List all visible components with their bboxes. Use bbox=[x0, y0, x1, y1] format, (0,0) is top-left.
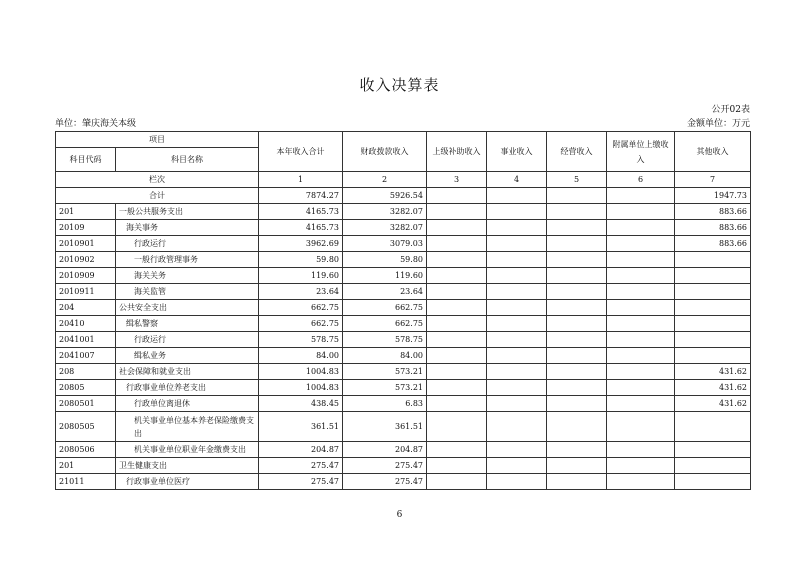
row-value-col-2: 361.51 bbox=[343, 412, 427, 442]
row-value-col-2: 578.75 bbox=[343, 332, 427, 348]
row-code: 201 bbox=[56, 204, 116, 220]
row-code: 2010902 bbox=[56, 252, 116, 268]
row-value-col-1: 438.45 bbox=[259, 396, 343, 412]
row-value-col-7: 883.66 bbox=[675, 236, 751, 252]
row-value-col-5 bbox=[547, 284, 607, 300]
row-value-col-6 bbox=[607, 220, 675, 236]
row-name: 海关关务 bbox=[116, 268, 259, 284]
row-value-col-2: 6.83 bbox=[343, 396, 427, 412]
row-value-col-3 bbox=[427, 220, 487, 236]
row-value-col-5 bbox=[547, 348, 607, 364]
row-value-col-4 bbox=[487, 204, 547, 220]
row-value-col-3 bbox=[427, 396, 487, 412]
row-value-col-2: 573.21 bbox=[343, 364, 427, 380]
row-value-col-4 bbox=[487, 284, 547, 300]
row-value-col-2: 204.87 bbox=[343, 442, 427, 458]
header-name: 科目名称 bbox=[116, 148, 259, 172]
row-value-col-3 bbox=[427, 236, 487, 252]
row-code: 208 bbox=[56, 364, 116, 380]
row-value-col-4 bbox=[487, 252, 547, 268]
row-name: 缉私业务 bbox=[116, 348, 259, 364]
table-row bbox=[56, 380, 751, 396]
row-value-col-3 bbox=[427, 442, 487, 458]
row-value-col-1: 361.51 bbox=[259, 412, 343, 442]
header-col-index: 栏次 bbox=[56, 172, 259, 188]
header-col-3: 上级补助收入 bbox=[427, 132, 487, 172]
col-num-2: 2 bbox=[343, 172, 427, 188]
header-item: 项目 bbox=[56, 132, 259, 148]
col-num-7: 7 bbox=[675, 172, 751, 188]
row-value-col-4 bbox=[487, 364, 547, 380]
row-value-col-7 bbox=[675, 458, 751, 474]
page-number: 6 bbox=[396, 510, 403, 520]
row-code: 204 bbox=[56, 300, 116, 316]
row-value-col-2: 23.64 bbox=[343, 284, 427, 300]
table-row bbox=[56, 474, 751, 490]
row-name: 机关事业单位基本养老保险缴费支出 bbox=[116, 412, 259, 442]
table-row bbox=[56, 188, 751, 204]
row-code: 2010911 bbox=[56, 284, 116, 300]
row-value-col-7: 883.66 bbox=[675, 204, 751, 220]
row-value-col-5 bbox=[547, 268, 607, 284]
row-value-col-4 bbox=[487, 396, 547, 412]
row-name: 公共安全支出 bbox=[116, 300, 259, 316]
row-value-col-3 bbox=[427, 316, 487, 332]
header-col-2: 财政拨款收入 bbox=[343, 132, 427, 172]
row-value-col-5 bbox=[547, 252, 607, 268]
row-value-col-4 bbox=[487, 188, 547, 204]
row-name: 行政事业单位养老支出 bbox=[116, 380, 259, 396]
row-name: 合计 bbox=[56, 188, 259, 204]
table-row bbox=[56, 412, 751, 442]
unit-label: 单位：肇庆海关本级 bbox=[55, 119, 137, 129]
row-value-col-6 bbox=[607, 412, 675, 442]
row-value-col-5 bbox=[547, 332, 607, 348]
row-value-col-1: 4165.73 bbox=[259, 204, 343, 220]
row-value-col-7 bbox=[675, 252, 751, 268]
col-num-1: 1 bbox=[259, 172, 343, 188]
row-code: 201 bbox=[56, 458, 116, 474]
row-name: 行政单位离退休 bbox=[116, 396, 259, 412]
row-code: 2010901 bbox=[56, 236, 116, 252]
row-name: 社会保障和就业支出 bbox=[116, 364, 259, 380]
row-value-col-7: 431.62 bbox=[675, 364, 751, 380]
table-row bbox=[56, 442, 751, 458]
page-title: 收入决算表 bbox=[359, 76, 440, 94]
row-code: 2010909 bbox=[56, 268, 116, 284]
table-row bbox=[56, 300, 751, 316]
row-value-col-1: 275.47 bbox=[259, 474, 343, 490]
row-value-col-5 bbox=[547, 236, 607, 252]
row-value-col-1: 204.87 bbox=[259, 442, 343, 458]
row-code: 2080506 bbox=[56, 442, 116, 458]
row-value-col-5 bbox=[547, 316, 607, 332]
table-row bbox=[56, 284, 751, 300]
header-col-4: 事业收入 bbox=[487, 132, 547, 172]
row-value-col-3 bbox=[427, 412, 487, 442]
row-code: 21011 bbox=[56, 474, 116, 490]
row-value-col-1: 662.75 bbox=[259, 316, 343, 332]
row-value-col-6 bbox=[607, 268, 675, 284]
row-value-col-3 bbox=[427, 458, 487, 474]
row-value-col-5 bbox=[547, 396, 607, 412]
row-value-col-3 bbox=[427, 332, 487, 348]
row-value-col-7 bbox=[675, 268, 751, 284]
row-value-col-6 bbox=[607, 204, 675, 220]
table-row bbox=[56, 458, 751, 474]
row-name: 卫生健康支出 bbox=[116, 458, 259, 474]
row-value-col-7 bbox=[675, 316, 751, 332]
header-col-7: 其他收入 bbox=[675, 132, 751, 172]
row-value-col-4 bbox=[487, 268, 547, 284]
row-value-col-4 bbox=[487, 300, 547, 316]
income-table bbox=[55, 131, 751, 490]
row-code: 20410 bbox=[56, 316, 116, 332]
row-value-col-1: 119.60 bbox=[259, 268, 343, 284]
row-value-col-6 bbox=[607, 348, 675, 364]
form-code: 公开02表 bbox=[711, 105, 750, 115]
row-value-col-6 bbox=[607, 380, 675, 396]
row-value-col-2: 3282.07 bbox=[343, 204, 427, 220]
row-value-col-5 bbox=[547, 204, 607, 220]
row-value-col-1: 4165.73 bbox=[259, 220, 343, 236]
row-value-col-3 bbox=[427, 348, 487, 364]
table-row bbox=[56, 236, 751, 252]
col-num-6: 6 bbox=[607, 172, 675, 188]
table-body bbox=[56, 188, 751, 490]
row-value-col-1: 7874.27 bbox=[259, 188, 343, 204]
row-value-col-5 bbox=[547, 220, 607, 236]
row-value-col-1: 662.75 bbox=[259, 300, 343, 316]
row-value-col-4 bbox=[487, 442, 547, 458]
row-code: 2080501 bbox=[56, 396, 116, 412]
row-value-col-7 bbox=[675, 348, 751, 364]
row-code: 20109 bbox=[56, 220, 116, 236]
row-value-col-3 bbox=[427, 380, 487, 396]
col-num-5: 5 bbox=[547, 172, 607, 188]
amount-unit: 金额单位：万元 bbox=[686, 119, 750, 129]
row-value-col-4 bbox=[487, 474, 547, 490]
row-name: 海关监管 bbox=[116, 284, 259, 300]
row-value-col-6 bbox=[607, 474, 675, 490]
row-value-col-2: 5926.54 bbox=[343, 188, 427, 204]
row-value-col-4 bbox=[487, 332, 547, 348]
row-value-col-6 bbox=[607, 236, 675, 252]
row-name: 行政事业单位医疗 bbox=[116, 474, 259, 490]
row-value-col-4 bbox=[487, 316, 547, 332]
row-value-col-7 bbox=[675, 300, 751, 316]
row-name: 缉私警察 bbox=[116, 316, 259, 332]
row-value-col-3 bbox=[427, 474, 487, 490]
row-value-col-7: 883.66 bbox=[675, 220, 751, 236]
row-code: 2041007 bbox=[56, 348, 116, 364]
table-row bbox=[56, 252, 751, 268]
row-value-col-6 bbox=[607, 364, 675, 380]
row-value-col-3 bbox=[427, 252, 487, 268]
row-value-col-1: 23.64 bbox=[259, 284, 343, 300]
row-value-col-6 bbox=[607, 442, 675, 458]
header-code: 科目代码 bbox=[56, 148, 116, 172]
row-value-col-3 bbox=[427, 188, 487, 204]
row-value-col-4 bbox=[487, 458, 547, 474]
row-value-col-7: 1947.73 bbox=[675, 188, 751, 204]
row-value-col-7 bbox=[675, 284, 751, 300]
table-row bbox=[56, 332, 751, 348]
row-code: 20805 bbox=[56, 380, 116, 396]
row-value-col-6 bbox=[607, 332, 675, 348]
row-value-col-3 bbox=[427, 300, 487, 316]
row-value-col-2: 3282.07 bbox=[343, 220, 427, 236]
row-value-col-5 bbox=[547, 300, 607, 316]
row-value-col-2: 3079.03 bbox=[343, 236, 427, 252]
row-value-col-4 bbox=[487, 236, 547, 252]
row-code: 2041001 bbox=[56, 332, 116, 348]
row-value-col-6 bbox=[607, 300, 675, 316]
row-value-col-5 bbox=[547, 364, 607, 380]
row-value-col-1: 578.75 bbox=[259, 332, 343, 348]
table-row bbox=[56, 364, 751, 380]
row-value-col-7 bbox=[675, 412, 751, 442]
row-value-col-4 bbox=[487, 412, 547, 442]
row-value-col-4 bbox=[487, 380, 547, 396]
row-value-col-2: 662.75 bbox=[343, 300, 427, 316]
row-value-col-5 bbox=[547, 458, 607, 474]
table-row bbox=[56, 204, 751, 220]
row-value-col-3 bbox=[427, 268, 487, 284]
table-row bbox=[56, 396, 751, 412]
row-value-col-6 bbox=[607, 284, 675, 300]
row-value-col-6 bbox=[607, 252, 675, 268]
row-value-col-7 bbox=[675, 442, 751, 458]
row-value-col-2: 275.47 bbox=[343, 474, 427, 490]
row-value-col-6 bbox=[607, 396, 675, 412]
row-value-col-7 bbox=[675, 332, 751, 348]
row-value-col-7: 431.62 bbox=[675, 396, 751, 412]
table-row bbox=[56, 220, 751, 236]
row-value-col-6 bbox=[607, 458, 675, 474]
row-value-col-1: 3962.69 bbox=[259, 236, 343, 252]
row-value-col-3 bbox=[427, 204, 487, 220]
row-name: 一般行政管理事务 bbox=[116, 252, 259, 268]
row-value-col-1: 275.47 bbox=[259, 458, 343, 474]
row-value-col-2: 84.00 bbox=[343, 348, 427, 364]
row-value-col-1: 59.80 bbox=[259, 252, 343, 268]
row-value-col-1: 84.00 bbox=[259, 348, 343, 364]
row-value-col-5 bbox=[547, 412, 607, 442]
row-value-col-7: 431.62 bbox=[675, 380, 751, 396]
header-col-1: 本年收入合计 bbox=[259, 132, 343, 172]
table-row bbox=[56, 348, 751, 364]
row-value-col-1: 1004.83 bbox=[259, 380, 343, 396]
row-value-col-5 bbox=[547, 188, 607, 204]
row-value-col-2: 119.60 bbox=[343, 268, 427, 284]
row-value-col-5 bbox=[547, 380, 607, 396]
row-value-col-7 bbox=[675, 474, 751, 490]
row-value-col-1: 1004.83 bbox=[259, 364, 343, 380]
table-row bbox=[56, 316, 751, 332]
row-value-col-2: 275.47 bbox=[343, 458, 427, 474]
row-value-col-5 bbox=[547, 442, 607, 458]
row-name: 海关事务 bbox=[116, 220, 259, 236]
row-value-col-3 bbox=[427, 364, 487, 380]
table-row bbox=[56, 268, 751, 284]
row-value-col-4 bbox=[487, 220, 547, 236]
row-name: 行政运行 bbox=[116, 332, 259, 348]
col-num-3: 3 bbox=[427, 172, 487, 188]
row-value-col-2: 662.75 bbox=[343, 316, 427, 332]
row-value-col-5 bbox=[547, 474, 607, 490]
header-col-5: 经营收入 bbox=[547, 132, 607, 172]
col-num-4: 4 bbox=[487, 172, 547, 188]
row-code: 2080505 bbox=[56, 412, 116, 442]
row-value-col-6 bbox=[607, 316, 675, 332]
row-name: 机关事业单位职业年金缴费支出 bbox=[116, 442, 259, 458]
row-name: 行政运行 bbox=[116, 236, 259, 252]
row-name: 一般公共服务支出 bbox=[116, 204, 259, 220]
row-value-col-2: 59.80 bbox=[343, 252, 427, 268]
header-col-6: 附属单位上缴收入 bbox=[607, 132, 675, 172]
row-value-col-2: 573.21 bbox=[343, 380, 427, 396]
row-value-col-3 bbox=[427, 284, 487, 300]
row-value-col-4 bbox=[487, 348, 547, 364]
row-value-col-6 bbox=[607, 188, 675, 204]
